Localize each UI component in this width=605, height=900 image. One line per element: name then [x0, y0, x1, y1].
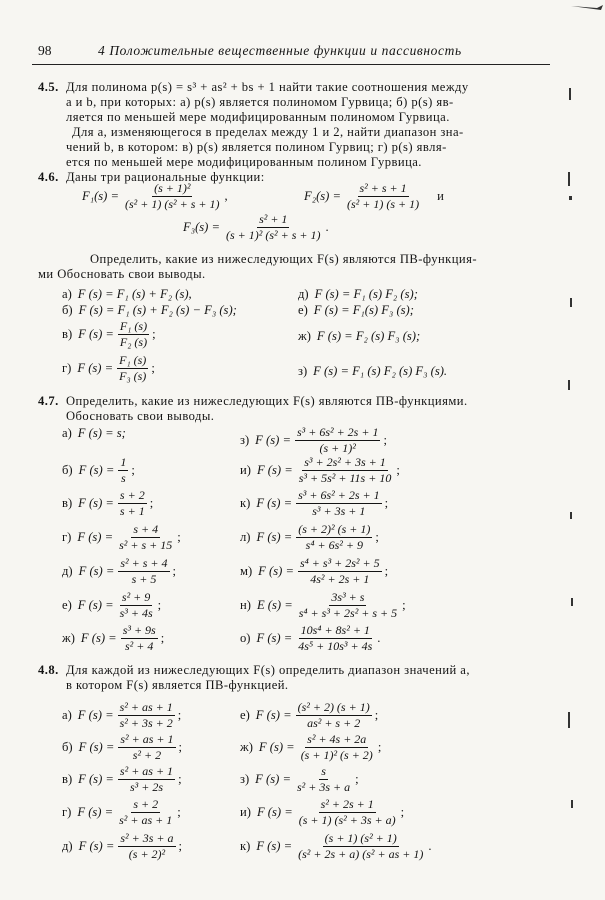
formula-lhs: F (s) = — [258, 740, 295, 754]
item-label: з) — [240, 772, 250, 786]
numerator: 3s³ + s — [331, 590, 365, 604]
formula-f1 — [82, 182, 228, 211]
numerator: (s + 1)² — [154, 181, 191, 195]
item-text: F (s) = F₁ (s) F₂ (s) F₃ (s). — [313, 364, 448, 378]
item-text: F (s) = F₁ (s) F₂ (s); — [314, 287, 418, 301]
item-label: о) — [240, 631, 251, 645]
denominator: s⁴ + 6s² + 9 — [305, 538, 363, 552]
numerator: s³ + 2s² + 3s + 1 — [304, 455, 386, 469]
exercise-item — [62, 765, 182, 794]
item-label: ж) — [62, 631, 75, 645]
numerator: 10s⁴ + 8s² + 1 — [300, 623, 370, 637]
exercise-item — [240, 832, 432, 861]
formula-tail: ; — [384, 496, 389, 510]
item-4-6-e — [298, 303, 418, 318]
formula-tail: и — [437, 189, 444, 203]
item-label: а) — [62, 708, 72, 722]
problem-text-line: ляется по меньшей мере модифицированным полиномом Гурвица. — [66, 110, 450, 124]
problem-text-line: ется по меньшей мере модифицированным полином Гурвица. — [66, 155, 422, 169]
denominator: (s² + 2s + a) (s² + as + 1) — [298, 847, 424, 861]
exercise-item — [240, 591, 406, 620]
formula-lhs: F (s) = — [78, 463, 115, 477]
formula-tail: ; — [402, 598, 406, 612]
denominator: s³ + 4s — [119, 606, 153, 620]
numerator: (s + 2)² (s + 1) — [298, 522, 371, 536]
item-label: в) — [62, 327, 73, 341]
item-4-6-b — [62, 303, 241, 318]
fraction — [118, 489, 147, 518]
numerator: s² + 3s + a — [120, 831, 174, 845]
formula-tail: ; — [178, 772, 182, 786]
formula-lhs: F (s) = — [77, 805, 114, 819]
fraction — [117, 798, 174, 827]
denominator: s — [121, 471, 126, 485]
problem-text-line: Определить, какие из нижеследующих F(s) являются ПВ-функция- — [90, 252, 477, 266]
numerator: (s + 1) (s² + 1) — [324, 831, 397, 845]
formula-lhs: F (s) = — [255, 772, 291, 786]
denominator: s³ + 3s + 1 — [312, 504, 366, 518]
formula-lhs: F (s) = — [78, 564, 115, 578]
formula-tail: ; — [400, 805, 405, 819]
numerator: (s² + 2) (s + 1) — [297, 700, 370, 714]
numerator: s⁴ + s³ + 2s² + 5 — [299, 556, 380, 570]
exercise-item — [62, 701, 181, 730]
problem-number-4-5: 4.5. — [38, 80, 59, 94]
item-label: з) — [240, 433, 250, 447]
problem-text-line: чений b, в котором: в) p(s) является полином Гурвиц; г) p(s) явля- — [66, 140, 447, 154]
formula-tail: ; — [172, 564, 177, 578]
item-label: б) — [62, 740, 73, 754]
denominator: F₂ (s) — [119, 335, 148, 349]
denominator: s² + s + 15 — [119, 538, 173, 552]
problem-text-line: ми Обосновать свои выводы. — [38, 267, 206, 281]
problem-text-line: Для каждой из нижеследующих F(s) определить диапазон значений a, — [66, 663, 470, 677]
exercise-item — [62, 456, 135, 485]
formula-f3 — [183, 213, 329, 242]
fraction — [298, 557, 382, 586]
item-label: е) — [298, 303, 308, 317]
formula-tail: ; — [177, 530, 181, 544]
denominator: s + 1 — [119, 504, 145, 518]
formula-lhs: F (s) = — [256, 463, 293, 477]
item-4-6-a — [62, 287, 196, 302]
denominator: s² + 4 — [125, 639, 154, 653]
item-label: и) — [240, 463, 251, 477]
formula-tail: ; — [151, 361, 155, 375]
problem-text-line: a и b, при которых: а) p(s) является полиномом Гурвица; б) p(s) яв- — [66, 95, 454, 109]
denominator: as² + s + 2 — [307, 716, 361, 730]
header-rule — [32, 64, 550, 65]
exercise-item — [240, 456, 400, 485]
denominator: (s² + 1) (s + 1) — [347, 197, 420, 211]
formula-lhs: F (s) = — [256, 631, 293, 645]
problem-number-4-8: 4.8. — [38, 663, 59, 677]
margin-mark — [568, 172, 570, 186]
fraction — [118, 832, 175, 861]
margin-mark — [570, 512, 572, 519]
fraction — [118, 456, 128, 485]
problem-text-line: Обосновать свои выводы. — [66, 409, 215, 423]
item-label: в) — [62, 496, 73, 510]
denominator: s² + as + 1 — [119, 813, 173, 827]
formula-lhs: F₃(s) = — [183, 220, 221, 234]
numerator: s — [321, 764, 326, 778]
margin-mark — [568, 380, 570, 390]
numerator: 1 — [120, 455, 127, 469]
exercise-item — [240, 765, 359, 794]
formula-lhs: F (s) = — [78, 772, 114, 786]
margin-mark — [569, 196, 572, 200]
item-4-6-v — [62, 320, 156, 349]
denominator: s² + 3s + 2 — [119, 716, 173, 730]
denominator: s² + 2 — [132, 748, 162, 762]
formula-lhs: F₂(s) = — [304, 189, 342, 203]
exercise-item — [62, 798, 181, 827]
fraction — [118, 733, 175, 762]
formula-f2 — [304, 182, 444, 211]
formula-lhs: F (s) = — [77, 361, 114, 375]
formula-tail: ; — [383, 433, 387, 447]
numerator: F₁ (s) — [119, 353, 147, 367]
margin-mark — [569, 88, 571, 100]
numerator: s² + as + 1 — [119, 700, 173, 714]
problem-text-line: Для полинома p(s) = s³ + as² + bs + 1 найти такие соотношения между — [66, 80, 469, 94]
item-label: б) — [62, 303, 73, 317]
exercise-item — [240, 624, 380, 653]
item-label: ж) — [240, 740, 253, 754]
formula-tail: . — [428, 839, 432, 853]
exercise-item — [62, 557, 176, 586]
item-text: F (s) = s; — [77, 426, 126, 440]
fraction — [117, 354, 148, 383]
formula-lhs: F₁(s) = — [82, 189, 120, 203]
problem-text-line: в котором F(s) является ПВ-функцией. — [66, 678, 289, 692]
exercise-item — [240, 523, 379, 552]
formula-lhs: F (s) = — [255, 433, 291, 447]
formula-lhs: F (s) = — [78, 496, 114, 510]
fraction — [297, 591, 399, 620]
fraction — [121, 624, 158, 653]
fraction — [296, 832, 425, 861]
exercise-item — [240, 557, 388, 586]
denominator: s + 5 — [131, 572, 157, 586]
formula-lhs: F (s) = — [78, 327, 114, 341]
item-label: е) — [62, 598, 72, 612]
numerator: s² + as + 1 — [120, 732, 174, 746]
numerator: s + 4 — [133, 522, 159, 536]
exercise-item — [240, 426, 387, 455]
exercise-item — [62, 832, 182, 861]
formula-lhs: E (s) = — [256, 598, 293, 612]
fraction — [295, 426, 381, 455]
fraction — [295, 765, 352, 794]
formula-tail: . — [377, 631, 381, 645]
denominator: 4s⁵ + 10s³ + 4s — [298, 639, 373, 653]
item-label: з) — [298, 364, 308, 378]
item-label: г) — [62, 530, 72, 544]
formula-lhs: F (s) = — [77, 708, 114, 722]
item-label: л) — [240, 530, 251, 544]
formula-lhs: F (s) = — [78, 740, 115, 754]
item-label: г) — [62, 361, 72, 375]
formula-tail: ; — [374, 708, 379, 722]
numerator: s² + 9 — [121, 590, 151, 604]
denominator: (s + 1)² (s² + s + 1) — [226, 228, 321, 242]
fraction — [296, 523, 372, 552]
item-label: ж) — [298, 329, 311, 343]
denominator: (s + 1)² (s + 2) — [300, 748, 373, 762]
formula-tail: ; — [177, 805, 181, 819]
denominator: (s + 2)² — [128, 847, 166, 861]
numerator: s² + 1 — [259, 212, 288, 226]
problem-text-line: Даны три рациональные функции: — [66, 170, 265, 184]
margin-mark — [570, 298, 572, 307]
fraction — [118, 320, 149, 349]
exercise-item — [240, 701, 378, 730]
formula-lhs: F (s) = — [77, 530, 114, 544]
margin-mark — [571, 800, 573, 808]
denominator: s³ + 2s — [129, 780, 164, 794]
problem-text-line: Определить, какие из нижеследующих F(s) являются ПВ-функциями. — [66, 394, 468, 408]
fraction — [118, 591, 155, 620]
formula-lhs: F (s) = — [256, 839, 293, 853]
item-label: к) — [240, 496, 251, 510]
exercise-item — [240, 798, 404, 827]
item-text: F (s) = F₂ (s) F₃ (s); — [316, 329, 421, 343]
chapter-title: 4 Положительные вещественные функции и пассивность — [98, 43, 462, 58]
denominator: (s + 1) (s² + 3s + a) — [298, 813, 396, 827]
numerator: s + 2 — [133, 797, 159, 811]
item-label: д) — [62, 564, 73, 578]
fraction — [117, 523, 174, 552]
fraction — [118, 765, 175, 794]
item-label: в) — [62, 772, 73, 786]
problem-number-4-7: 4.7. — [38, 394, 59, 408]
denominator: s³ + 5s² + 11s + 10 — [298, 471, 392, 485]
formula-tail: ; — [149, 496, 154, 510]
item-text: F (s) = F₁ (s) + F₂ (s) − F₃ (s); — [78, 303, 237, 317]
exercise-item — [62, 426, 130, 441]
formula-lhs: F (s) = — [77, 598, 114, 612]
item-label: д) — [62, 839, 73, 853]
numerator: s³ + 6s² + 2s + 1 — [296, 425, 379, 439]
formula-lhs: F (s) = — [256, 805, 293, 819]
denominator: (s + 1)² — [319, 441, 356, 455]
formula-lhs: F (s) = — [255, 708, 292, 722]
denominator: s⁴ + s³ + 2s² + s + 5 — [298, 606, 398, 620]
formula-lhs: F (s) = — [78, 839, 115, 853]
margin-mark — [568, 712, 570, 728]
problem-number-4-6: 4.6. — [38, 170, 59, 184]
formula-tail: , — [224, 189, 228, 203]
formula-tail: ; — [396, 463, 400, 477]
fraction — [118, 701, 175, 730]
item-label: б) — [62, 463, 73, 477]
exercise-item — [240, 489, 388, 518]
formula-tail: ; — [377, 740, 382, 754]
fraction — [296, 701, 372, 730]
numerator: s³ + 9s — [122, 623, 156, 637]
numerator: s² + 2s + 1 — [320, 797, 374, 811]
formula-tail: . — [325, 220, 329, 234]
formula-tail: ; — [152, 327, 156, 341]
item-label: к) — [240, 839, 251, 853]
exercise-item — [62, 523, 181, 552]
item-4-6-zh — [298, 329, 424, 344]
page-number: 98 — [38, 43, 52, 58]
formula-lhs: F (s) = — [256, 530, 293, 544]
numerator: s³ + 6s² + 2s + 1 — [298, 488, 380, 502]
exercise-item — [240, 733, 381, 762]
denominator: (s² + 1) (s² + s + 1) — [125, 197, 220, 211]
item-label: а) — [62, 426, 72, 440]
fraction — [118, 557, 169, 586]
fraction — [297, 456, 394, 485]
exercise-item — [62, 733, 182, 762]
fraction — [345, 182, 421, 211]
margin-mark — [571, 598, 573, 606]
fraction — [297, 798, 398, 827]
item-label: н) — [240, 598, 251, 612]
numerator: s² + s + 4 — [120, 556, 168, 570]
numerator: F₁ (s) — [119, 319, 148, 333]
formula-lhs: F (s) = — [258, 564, 294, 578]
problem-text-line: Для a, изменяющегося в пределах между 1 и 2, найти диапазон зна- — [72, 125, 464, 139]
item-4-6-z — [298, 364, 451, 379]
formula-lhs: F (s) = — [80, 631, 117, 645]
formula-tail: ; — [355, 772, 359, 786]
exercise-item — [62, 591, 161, 620]
formula-tail: ; — [384, 564, 389, 578]
formula-tail: ; — [375, 530, 379, 544]
exercise-item — [62, 624, 164, 653]
exercise-item — [62, 489, 153, 518]
formula-tail: ; — [178, 740, 183, 754]
fraction — [123, 182, 221, 211]
item-4-6-d — [298, 287, 422, 302]
numerator: s + 2 — [119, 488, 145, 502]
fraction — [299, 733, 375, 762]
item-text: F (s) = F₁ (s) + F₂ (s), — [77, 287, 192, 301]
item-label: д) — [298, 287, 309, 301]
item-label: г) — [62, 805, 72, 819]
formula-tail: ; — [160, 631, 165, 645]
formula-lhs: F (s) = — [256, 496, 293, 510]
formula-tail: ; — [157, 598, 162, 612]
numerator: s² + as + 1 — [119, 764, 174, 778]
item-label: а) — [62, 287, 72, 301]
page-corner-mark — [567, 0, 605, 10]
fraction — [296, 489, 382, 518]
formula-tail: ; — [178, 839, 183, 853]
denominator: F₃ (s) — [119, 369, 147, 383]
item-4-6-g — [62, 354, 155, 383]
fraction — [296, 624, 374, 653]
item-label: е) — [240, 708, 250, 722]
item-label: и) — [240, 805, 251, 819]
formula-tail: ; — [177, 708, 182, 722]
numerator: s² + 4s + 2a — [307, 732, 367, 746]
formula-tail: ; — [131, 463, 135, 477]
numerator: s² + s + 1 — [359, 181, 407, 195]
item-text: F (s) = F₁(s) F₃ (s); — [313, 303, 414, 317]
denominator: 4s² + 2s + 1 — [310, 572, 370, 586]
denominator: s² + 3s + a — [296, 780, 351, 794]
item-label: м) — [240, 564, 253, 578]
fraction — [224, 213, 322, 242]
